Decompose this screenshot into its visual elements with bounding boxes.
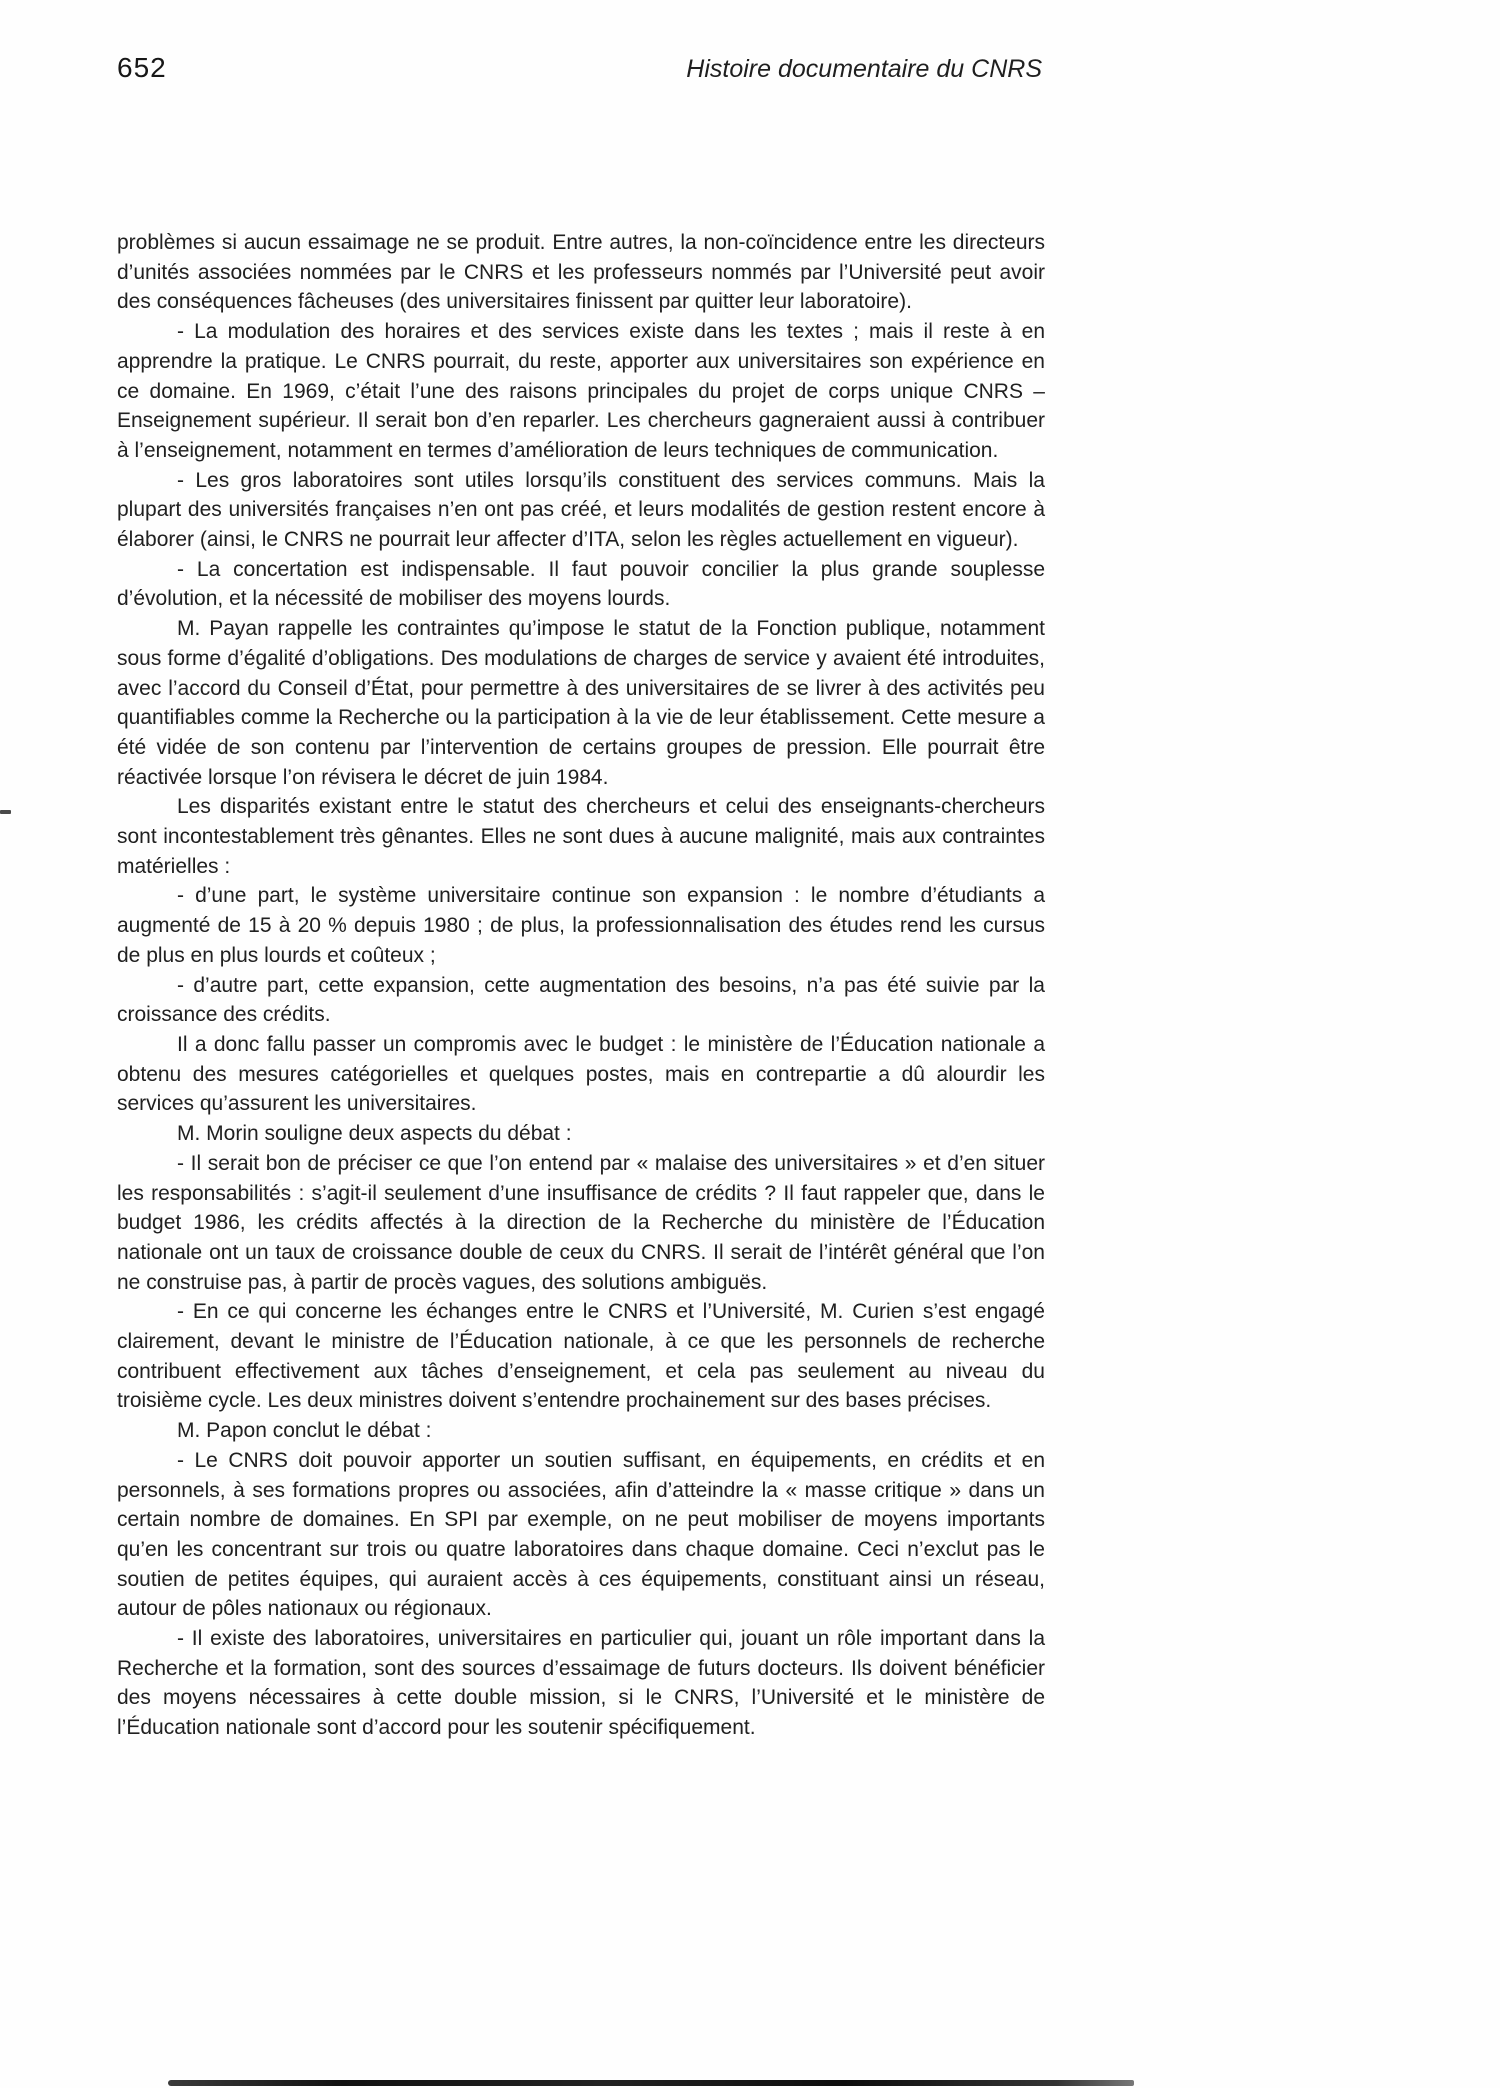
paragraph: - La modulation des horaires et des services existe dans les textes ; mais il reste à en apprendre la pratique. Le CNRS pourrait, du reste, apporter aux universitaires son expérience en ce domaine. En 1969, c’était l’une des raisons principales du projet de corps unique CNRS – Enseignement supérieur. Il serait bon d’en reparler. Les chercheurs gagneraient aussi à contribuer à l’enseignement, notamment en termes d’amélioration de leurs techniques de communication.	[117, 320, 1045, 462]
paragraph: - Il existe des laboratoires, universitaires en particulier qui, jouant un rôle important dans la Recherche et la formation, sont des sources d’essaimage de futurs docteurs. Ils doivent bénéficier des moyens nécessaires à cette double mission, si le CNRS, l’Université et le ministère de l’Éducation nationale sont d’accord pour les soutenir spécifiquement.	[117, 1627, 1045, 1740]
paragraph: - Les gros laboratoires sont utiles lorsqu’ils constituent des services communs. Mais la plupart des universités françaises n’en ont pas créé, et leurs modalités de gestion restent encore à élaborer (ainsi, le CNRS ne pourrait leur affecter d’ITA, selon les règles actuellement en vigueur).	[117, 468, 1045, 552]
paragraph: Il a donc fallu passer un compromis avec le budget : le ministère de l’Éducation nationale a obtenu des mesures catégorielles et quelques postes, mais en contrepartie a dû alourdir les services qu’assurent les universitaires.	[117, 1032, 1045, 1116]
paragraph: - Il serait bon de préciser ce que l’on entend par « malaise des universitaires » et d’en situer les responsabilités : s’agit-il seulement d’une insuffisance de crédits ? Il faut rappeler que, dans le budget 1986, les crédits affectés à la direction de la Recherche du ministère de l’Éducation nationale ont un taux de croissance double de ceux du CNRS. Il serait de l’intérêt général que l’on ne construise pas, à partir de procès vagues, des solutions ambiguës.	[117, 1151, 1045, 1294]
page-number: 652	[117, 52, 167, 83]
paragraph: problèmes si aucun essaimage ne se produit. Entre autres, la non-coïncidence entre les directeurs d’unités associées nommées par le CNRS et les professeurs nommés par l’Université peut avoir des conséquences fâcheuses (des universitaires finissent par quitter leur laboratoire).	[117, 231, 1045, 314]
paragraph: M. Morin souligne deux aspects du débat :	[177, 1122, 572, 1146]
paragraph: - En ce qui concerne les échanges entre le CNRS et l’Université, M. Curien s’est engagé clairement, devant le ministre de l’Éducation nationale, à ce que les personnels de recherche contribuent effectivement aux tâches d’enseignement, et cela pas seulement au niveau du troisième cycle. Les deux ministres doivent s’entendre prochainement sur des bases précises.	[117, 1300, 1045, 1413]
page-body	[117, 228, 1045, 1743]
paragraph: M. Papon conclut le débat :	[177, 1419, 432, 1443]
paragraph: - d’autre part, cette expansion, cette augmentation des besoins, n’a pas été suivie par la croissance des crédits.	[117, 973, 1045, 1027]
scan-artifact-left-edge	[0, 810, 11, 814]
running-header	[117, 52, 1042, 84]
paragraph: - d’une part, le système universitaire continue son expansion : le nombre d’étudiants a augmenté de 15 à 20 % depuis 1980 ; de plus, la professionnalisation des études rend les cursus de plus en plus lourds et coûteux ;	[117, 884, 1045, 967]
running-title: Histoire documentaire du CNRS	[686, 55, 1042, 83]
scan-artifact-bottom-edge	[168, 2080, 1134, 2086]
paragraph: - Le CNRS doit pouvoir apporter un soutien suffisant, en équipements, en crédits et en personnels, à ses formations propres ou associées, afin d’atteindre la « masse critique » dans un certain nombre de domaines. En SPI par exemple, on ne peut mobiliser de moyens importants qu’en les concentrant sur trois ou quatre laboratoires dans chaque domaine. Ceci n’exclut pas le soutien de petites équipes, qui auraient accès à ces équipements, constituant ainsi un réseau, autour de pôles nationaux ou régionaux.	[117, 1448, 1045, 1621]
paragraph: M. Payan rappelle les contraintes qu’impose le statut de la Fonction publique, notamment sous forme d’égalité d’obligations. Des modulations de charges de service y avaient été introduites, avec l’accord du Conseil d’État, pour permettre à des universitaires de se livrer à des activités peu quantifiables comme la Recherche ou la participation à la vie de leur établissement. Cette mesure a été vidée de son contenu par l’intervention de certains groupes de pression. Elle pourrait être réactivée lorsque l’on révisera le décret de juin 1984.	[117, 617, 1045, 789]
paragraph: Les disparités existant entre le statut des chercheurs et celui des enseignants-chercheurs sont incontestablement très gênantes. Elles ne sont dues à aucune malignité, mais aux contraintes matérielles :	[117, 795, 1045, 878]
paragraph: - La concertation est indispensable. Il faut pouvoir concilier la plus grande souplesse d’évolution, et la nécessité de mobiliser des moyens lourds.	[117, 557, 1045, 611]
